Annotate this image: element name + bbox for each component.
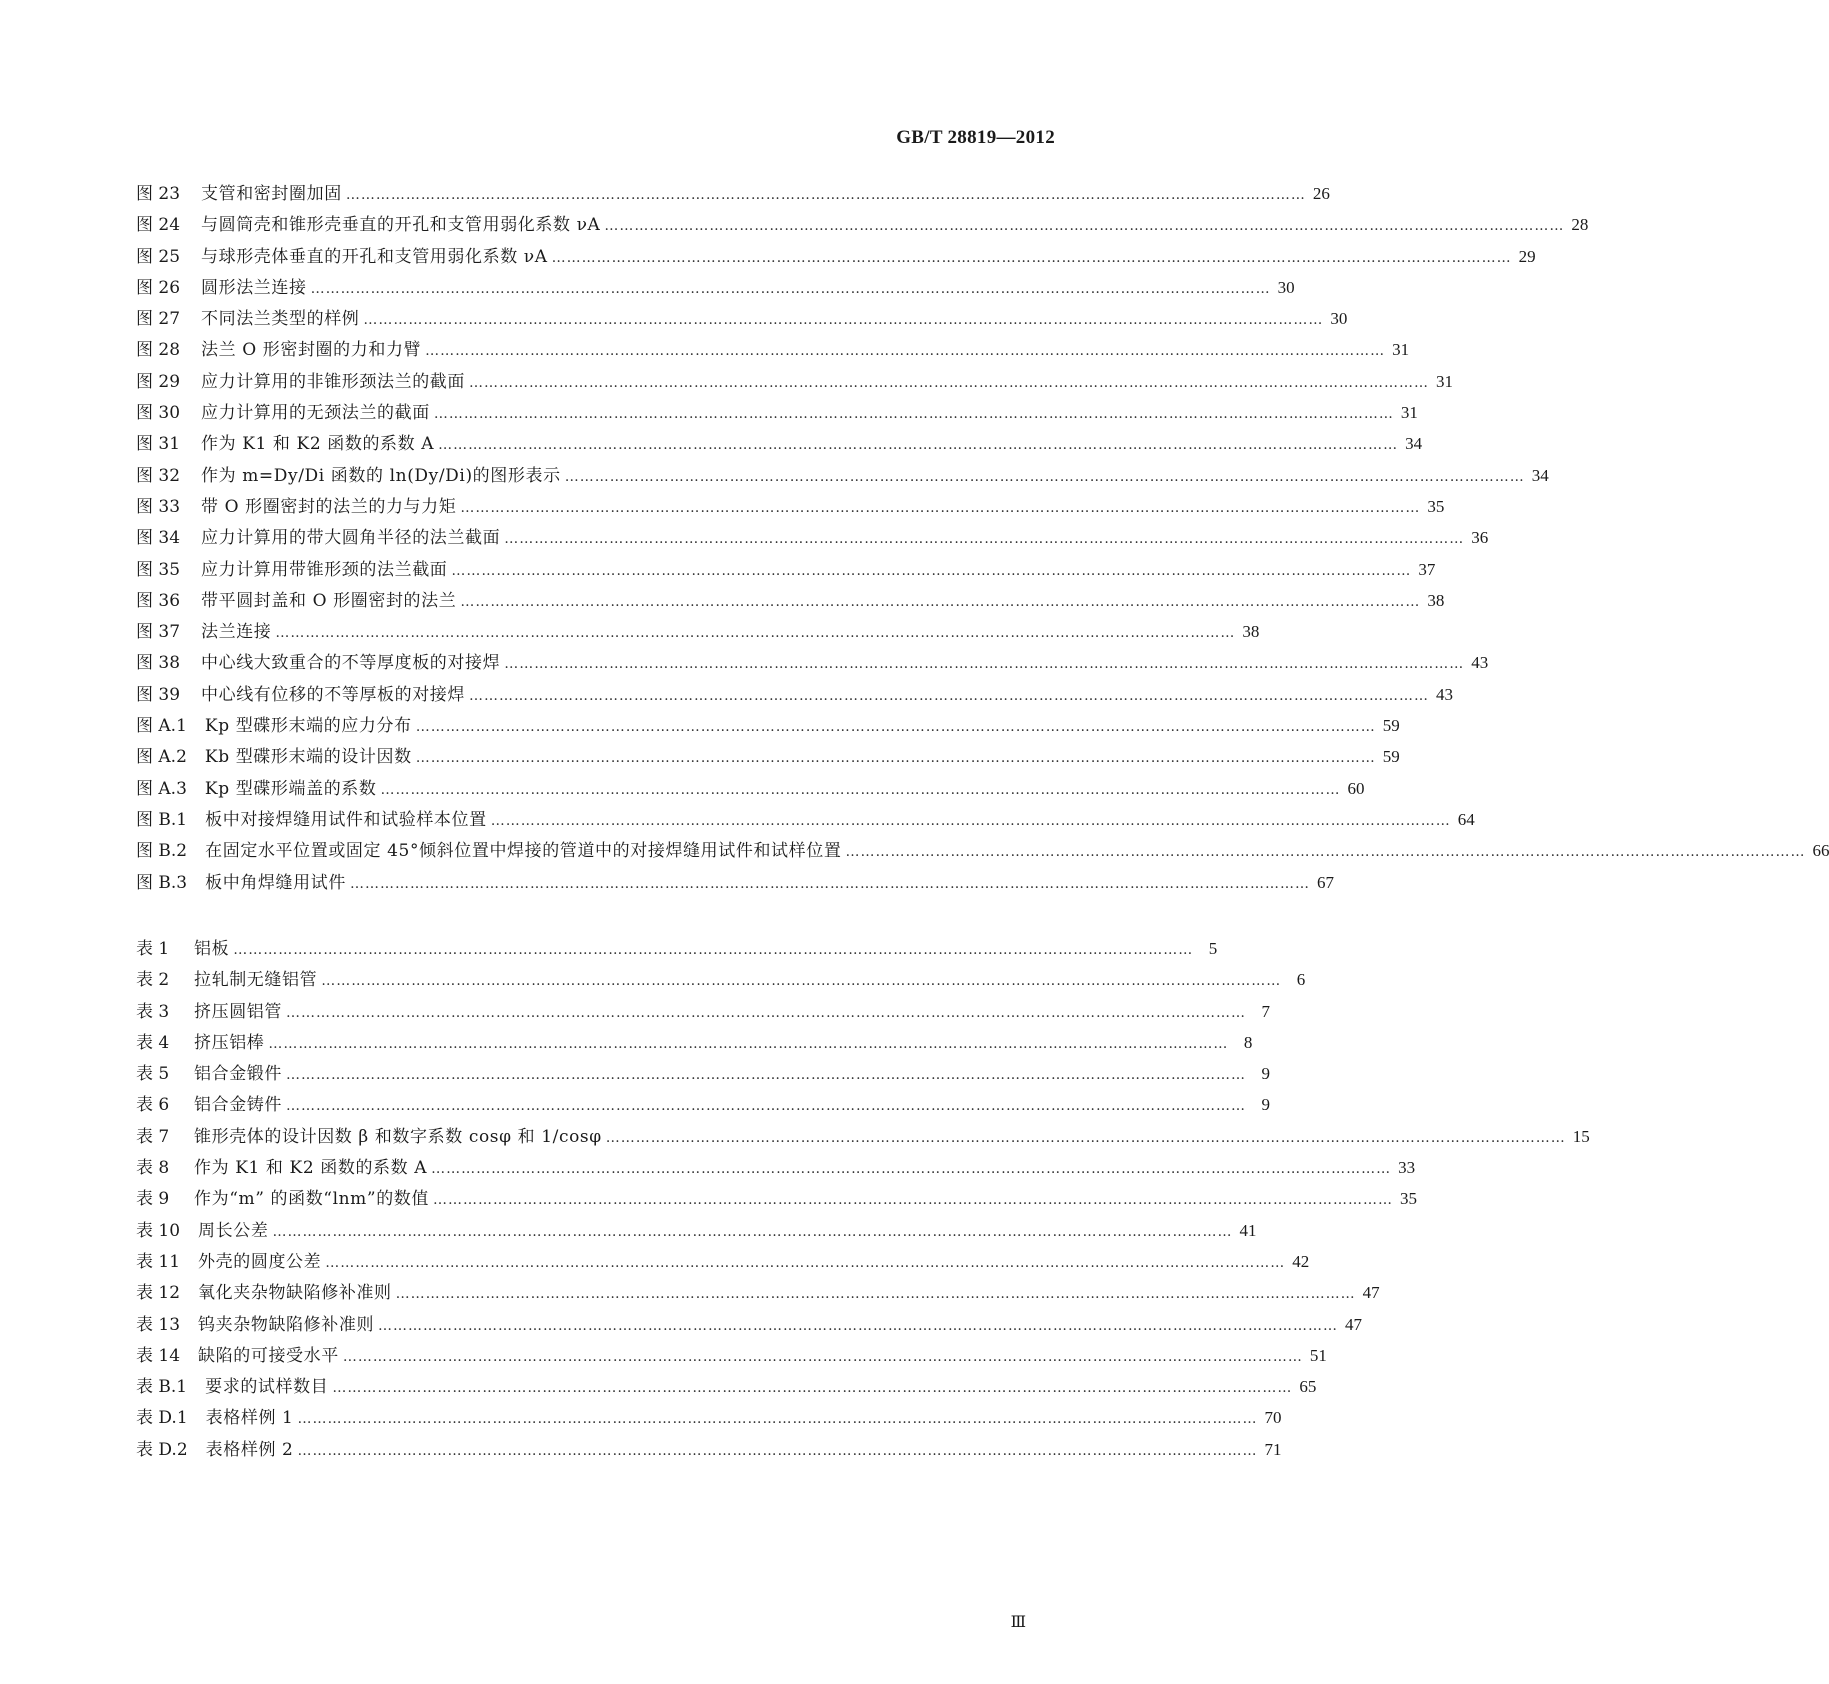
entry-label: 表 7 [136, 1126, 170, 1147]
table-entry[interactable] [136, 1371, 1317, 1402]
entry-page-number: 9 [1261, 1064, 1270, 1084]
dot-leader [416, 743, 1376, 774]
table-entry[interactable] [136, 1309, 1363, 1340]
entry-page-number: 43 [1436, 684, 1453, 704]
dot-leader [416, 712, 1376, 743]
entry-title: 周长公差 [198, 1220, 269, 1241]
entry-page-number: 31 [1400, 403, 1418, 423]
entry-title: 应力计算用的带大圆角半径的法兰截面 [201, 528, 501, 549]
entry-label: 图 B.1 [136, 809, 188, 830]
entry-page-number: 9 [1261, 1095, 1270, 1115]
entry-label: 表 1 [136, 939, 170, 959]
entry-page-number: 38 [1427, 590, 1445, 610]
figure-entry[interactable] [136, 585, 1445, 616]
entry-title: 与球形壳体垂直的开孔和支管用弱化系数 νA [201, 246, 548, 267]
figure-entry[interactable] [136, 522, 1489, 553]
dot-leader [565, 462, 1525, 493]
table-entry[interactable] [136, 1152, 1416, 1183]
figure-entry[interactable] [136, 491, 1445, 522]
dot-leader [425, 336, 1385, 367]
dot-leader [286, 998, 1246, 1029]
entry-label: 图 26 [136, 277, 181, 298]
table-entry[interactable] [136, 1121, 1590, 1152]
entry-label: 图 34 [136, 528, 181, 549]
figure-entry[interactable] [136, 741, 1400, 772]
entry-title: 表格样例 1 [205, 1408, 294, 1429]
dot-leader [363, 305, 1323, 336]
dot-leader [451, 556, 1411, 587]
dot-leader [504, 524, 1464, 555]
dot-leader [438, 430, 1398, 461]
entry-page-number: 42 [1292, 1251, 1310, 1271]
table-entry[interactable] [136, 1089, 1270, 1120]
dot-leader [460, 587, 1420, 618]
entry-page-number: 33 [1398, 1158, 1416, 1178]
entry-page-number: 30 [1277, 277, 1295, 297]
entry-title: 作为 K1 和 K2 函数的系数 A [194, 1158, 428, 1179]
table-entry[interactable] [136, 1434, 1282, 1465]
entry-page-number: 60 [1347, 778, 1365, 798]
entry-page-number: 43 [1471, 653, 1489, 673]
entry-page-number: 5 [1208, 939, 1218, 958]
entry-page-number: 34 [1531, 465, 1549, 485]
figure-entry[interactable] [136, 334, 1410, 365]
entry-title: 与圆筒壳和锥形壳垂直的开孔和支管用弱化系数 νA [201, 215, 601, 236]
dot-leader [469, 368, 1429, 399]
page-number: Ⅲ [1010, 1614, 1026, 1631]
dot-leader [469, 681, 1429, 712]
figure-entry[interactable] [136, 178, 1330, 209]
entry-label: 图 38 [136, 653, 181, 674]
entry-label: 图 33 [136, 496, 181, 517]
entry-label: 图 29 [136, 371, 181, 392]
table-entry[interactable] [136, 996, 1270, 1027]
entry-title: 带平圆封盖和 O 形圈密封的法兰 [201, 590, 457, 611]
entry-title: 板中对接焊缝用试件和试验样本位置 [205, 809, 487, 830]
dot-leader [604, 211, 1564, 242]
entry-title: 应力计算用的无颈法兰的截面 [201, 403, 430, 424]
entry-title: 支管和密封圈加固 [201, 184, 342, 204]
entry-label: 表 6 [136, 1095, 170, 1116]
entry-label: 图 28 [136, 340, 181, 361]
dot-leader [297, 1404, 1257, 1435]
entry-title: 板中角焊缝用试件 [205, 872, 346, 893]
entry-page-number: 28 [1571, 215, 1589, 235]
dot-leader [286, 1060, 1246, 1091]
entry-label: 图 B.2 [136, 841, 188, 862]
entry-label: 表 9 [136, 1189, 170, 1210]
dot-leader [552, 243, 1512, 274]
entry-title: 中心线有位移的不等厚板的对接焊 [201, 684, 465, 705]
figure-entry[interactable] [136, 460, 1549, 491]
entry-page-number: 15 [1572, 1126, 1590, 1146]
dot-leader [346, 180, 1306, 211]
entry-page-number: 59 [1382, 747, 1400, 767]
dot-leader [321, 966, 1281, 997]
dot-leader [433, 1185, 1393, 1216]
entry-title: Kp 型碟形末端的应力分布 [204, 716, 412, 737]
table-entry[interactable] [136, 1215, 1257, 1246]
figure-entry[interactable] [136, 616, 1260, 647]
dot-leader [434, 399, 1394, 430]
table-entry[interactable] [136, 933, 1218, 964]
entry-title: 铝合金锻件 [194, 1064, 282, 1085]
entry-title: 应力计算用带锥形颈的法兰截面 [201, 559, 448, 580]
entry-label: 图 32 [136, 465, 181, 486]
entry-page-number: 35 [1427, 496, 1445, 516]
entry-label: 表 13 [136, 1314, 181, 1335]
figure-entry[interactable] [136, 773, 1365, 804]
entry-page-number: 47 [1345, 1314, 1363, 1334]
dot-leader [272, 1217, 1232, 1248]
table-entry[interactable] [136, 1027, 1253, 1058]
table-entry[interactable] [136, 964, 1306, 995]
entry-label: 表 D.1 [136, 1408, 188, 1429]
entry-page-number: 8 [1243, 1032, 1253, 1052]
figure-entry[interactable] [136, 303, 1348, 334]
entry-label: 表 B.1 [136, 1377, 188, 1398]
entry-page-number: 47 [1362, 1283, 1380, 1303]
dot-leader [378, 1311, 1338, 1342]
entry-label: 图 39 [136, 684, 181, 705]
dot-leader [431, 1154, 1391, 1185]
entry-page-number: 67 [1316, 872, 1334, 892]
figure-entry[interactable] [136, 272, 1295, 303]
entry-page-number: 66 [1812, 841, 1829, 861]
dot-leader [504, 649, 1464, 680]
entry-title: 铝板 [194, 939, 230, 959]
dot-leader [350, 869, 1310, 900]
entry-page-number: 70 [1264, 1408, 1282, 1428]
entry-page-number: 65 [1299, 1377, 1317, 1397]
figure-entry[interactable] [136, 366, 1453, 397]
table-entry[interactable] [136, 1246, 1310, 1277]
entry-title: 法兰 O 形密封圈的力和力臂 [201, 340, 422, 361]
entry-title: 中心线大致重合的不等厚度板的对接焊 [201, 653, 501, 674]
entry-page-number: 35 [1400, 1189, 1417, 1209]
entry-label: 图 A.2 [136, 747, 187, 768]
entry-page-number: 59 [1382, 716, 1400, 736]
entry-label: 表 3 [136, 1001, 170, 1022]
dot-leader [286, 1091, 1246, 1122]
entry-label: 表 11 [136, 1251, 181, 1272]
entry-label: 图 B.3 [136, 872, 188, 893]
dot-leader [233, 935, 1193, 966]
entry-label: 图 A.3 [136, 778, 187, 799]
entry-title: 要求的试样数目 [205, 1377, 329, 1398]
figure-entry[interactable] [136, 397, 1418, 428]
dot-leader [297, 1436, 1257, 1467]
entry-label: 表 2 [136, 970, 170, 991]
entry-page-number: 71 [1264, 1439, 1282, 1459]
entry-page-number: 31 [1436, 371, 1453, 391]
entry-title: 钨夹杂物缺陷修补准则 [198, 1314, 375, 1335]
entry-title: 拉轧制无缝铝管 [194, 970, 318, 991]
dot-leader [332, 1373, 1292, 1404]
figure-entry[interactable] [136, 209, 1589, 240]
dot-leader [275, 618, 1235, 649]
dot-leader [311, 274, 1271, 305]
entry-title: 圆形法兰连接 [201, 277, 307, 298]
entry-page-number: 34 [1405, 434, 1423, 454]
entry-page-number: 38 [1242, 622, 1260, 642]
entry-label: 表 8 [136, 1158, 170, 1179]
entry-label: 图 27 [136, 309, 181, 330]
entry-title: 表格样例 2 [205, 1439, 294, 1460]
entry-label: 表 5 [136, 1064, 170, 1085]
entry-page-number: 37 [1418, 559, 1436, 579]
table-entry[interactable] [136, 1277, 1380, 1308]
table-entry[interactable] [136, 1058, 1270, 1089]
entry-page-number: 29 [1518, 246, 1536, 266]
figure-entry[interactable] [136, 835, 1829, 866]
table-list [136, 933, 1590, 1465]
figure-entry[interactable] [136, 804, 1475, 835]
entry-title: 缺陷的可接受水平 [198, 1345, 339, 1366]
figure-entry[interactable] [136, 679, 1453, 710]
figure-list [136, 178, 1829, 898]
entry-title: 法兰连接 [201, 622, 272, 643]
entry-title: 锥形壳体的设计因数 β 和数字系数 cosφ 和 1/cosφ [194, 1126, 602, 1147]
entry-label: 图 23 [136, 184, 181, 204]
standard-code: GB/T 28819—2012 [896, 127, 1055, 148]
dot-leader [606, 1123, 1566, 1154]
figure-entry[interactable] [136, 867, 1334, 898]
entry-title: 作为“m” 的函数“lnm”的数值 [194, 1189, 429, 1210]
dot-leader [845, 837, 1805, 868]
entry-label: 表 10 [136, 1220, 181, 1241]
entry-page-number: 64 [1457, 809, 1475, 829]
dot-leader [343, 1342, 1303, 1373]
entry-title: Kb 型碟形末端的设计因数 [204, 747, 412, 768]
figure-entry[interactable] [136, 710, 1400, 741]
entry-title: 挤压铝棒 [194, 1032, 265, 1053]
entry-label: 图 35 [136, 559, 181, 580]
entry-title: 不同法兰类型的样例 [201, 309, 360, 330]
dot-leader [381, 775, 1341, 806]
entry-page-number: 6 [1296, 970, 1306, 990]
entry-page-number: 30 [1330, 309, 1348, 329]
entry-label: 图 24 [136, 215, 181, 236]
figure-entry[interactable] [136, 428, 1423, 459]
entry-label: 图 31 [136, 434, 181, 455]
entry-page-number: 51 [1309, 1345, 1327, 1365]
entry-label: 图 25 [136, 246, 181, 267]
entry-label: 图 36 [136, 590, 181, 611]
dot-leader [460, 493, 1420, 524]
dot-leader [491, 806, 1451, 837]
dot-leader [268, 1029, 1228, 1060]
entry-title: 铝合金铸件 [194, 1095, 282, 1116]
figure-entry[interactable] [136, 647, 1489, 678]
entry-page-number: 7 [1261, 1001, 1270, 1021]
figure-entry[interactable] [136, 241, 1536, 272]
entry-title: 外壳的圆度公差 [198, 1251, 322, 1272]
table-entry[interactable] [136, 1402, 1282, 1433]
table-entry[interactable] [136, 1183, 1417, 1214]
entry-title: 带 O 形圈密封的法兰的力与力矩 [201, 496, 457, 517]
entry-title: 作为 K1 和 K2 函数的系数 A [201, 434, 435, 455]
entry-label: 表 4 [136, 1032, 170, 1053]
entry-title: Kp 型碟形端盖的系数 [204, 778, 377, 799]
entry-page-number: 41 [1239, 1220, 1257, 1240]
dot-leader [325, 1248, 1285, 1279]
entry-label: 表 14 [136, 1345, 181, 1366]
entry-label: 表 D.2 [136, 1439, 188, 1460]
dot-leader [396, 1279, 1356, 1310]
entry-page-number: 31 [1392, 340, 1410, 360]
entry-page-number: 26 [1312, 184, 1330, 203]
entry-title: 氧化夹杂物缺陷修补准则 [198, 1283, 392, 1304]
entry-title: 在固定水平位置或固定 45°倾斜位置中焊接的管道中的对接焊缝用试件和试样位置 [205, 841, 842, 862]
entry-title: 挤压圆铝管 [194, 1001, 282, 1022]
figure-entry[interactable] [136, 554, 1436, 585]
entry-label: 图 A.1 [136, 716, 187, 737]
entry-label: 图 37 [136, 622, 181, 643]
entry-label: 图 30 [136, 403, 181, 424]
entry-page-number: 36 [1471, 528, 1489, 548]
entry-title: 作为 m=Dy/Di 函数的 ln(Dy/Di)的图形表示 [201, 465, 561, 486]
table-entry[interactable] [136, 1340, 1327, 1371]
entry-label: 表 12 [136, 1283, 181, 1304]
entry-title: 应力计算用的非锥形颈法兰的截面 [201, 371, 465, 392]
